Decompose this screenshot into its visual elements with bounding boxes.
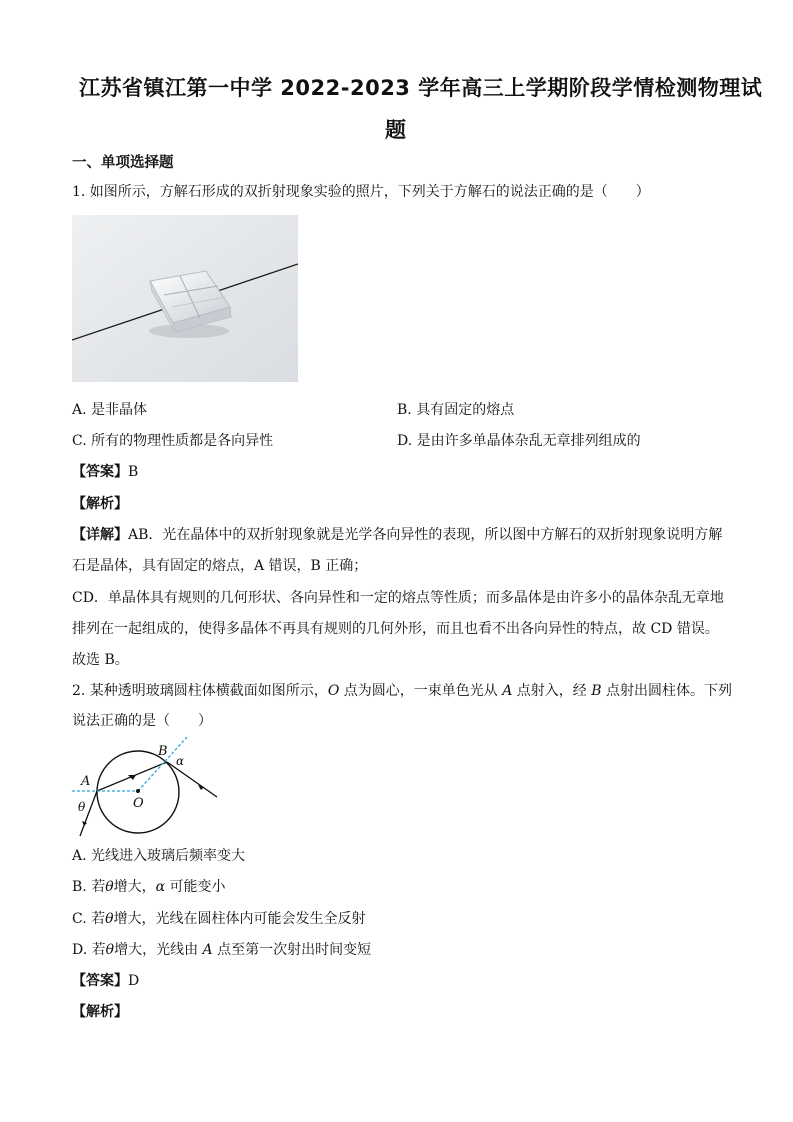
q2-option-d: [72, 940, 371, 960]
stem-symbol-o: O: [327, 683, 340, 699]
symbol-a: A: [202, 942, 213, 958]
q1-option-a: A. 是非晶体: [72, 402, 148, 418]
point-a-label: A: [81, 774, 91, 789]
q2-option-b: [72, 877, 226, 897]
answer-value: D: [128, 973, 140, 989]
option-text: 增大，光线由: [114, 942, 203, 958]
q2-option-c: [72, 909, 366, 929]
option-text: C. 若: [72, 911, 106, 927]
point-o-label: O: [133, 796, 144, 811]
calcite-photo: [72, 215, 298, 382]
q1-detail-line-4: 排列在一起组成的，使得多晶体不再具有规则的几何外形，而且也看不出各向异性的特点，故 CD 错误。: [72, 621, 719, 637]
answer-tag: 【答案】: [72, 464, 128, 480]
question-2-stem: [72, 681, 732, 701]
question-1-stem: 1. 如图所示，方解石形成的双折射现象实验的照片，下列关于方解石的说法正确的是（ ）: [72, 184, 650, 200]
symbol-alpha: α: [155, 879, 166, 895]
stem-symbol-a: A: [502, 683, 513, 699]
symbol-theta: θ: [105, 879, 114, 895]
q1-conclusion: 故选 B。: [72, 652, 129, 668]
q1-analysis-tag: 【解析】: [72, 496, 128, 512]
q1-detail-line-3: CD．单晶体具有规则的几何形状、各向异性和一定的熔点等性质；而多晶体是由许多小的晶体杂乱无章地: [72, 590, 724, 606]
q1-answer: [72, 462, 138, 482]
option-text: 增大，光线在圆柱体内可能会发生全反射: [113, 911, 366, 927]
detail-text: AB．光在晶体中的双折射现象就是光学各向异性的表现，所以图中方解石的双折射现象说明方解: [128, 527, 723, 543]
incident-arrow: [82, 821, 87, 826]
q1-option-b: B. 具有固定的熔点: [397, 402, 515, 418]
option-text: D. 若: [72, 942, 106, 958]
stem-text: 2. 某种透明玻璃圆柱体横截面如图所示，: [72, 683, 328, 699]
answer-value: B: [128, 464, 139, 480]
emergent-ray: [167, 762, 217, 797]
option-text: 可能变小: [165, 879, 226, 895]
q1-option-c: C. 所有的物理性质都是各向异性: [72, 433, 274, 449]
option-text: 点至第一次射出时间变短: [212, 942, 372, 958]
glass-cylinder-diagram: [72, 735, 222, 840]
point-b-label: B: [158, 744, 168, 759]
stem-text: 点射入，经: [512, 683, 592, 699]
stem-text: 点为圆心，一束单色光从: [339, 683, 503, 699]
page-title-continued: 题: [385, 118, 407, 142]
q1-detail-line-1: [72, 525, 722, 545]
page-title: 江苏省镇江第一中学 2022-2023 学年高三上学期阶段学情检测物理试: [79, 76, 763, 100]
answer-tag: 【答案】: [72, 973, 128, 989]
stem-text: 点射出圆柱体。下列: [601, 683, 732, 699]
question-2-stem-line-2: 说法正确的是（ ）: [72, 713, 212, 729]
symbol-theta: θ: [105, 911, 114, 927]
option-text: B. 若: [72, 879, 106, 895]
angle-alpha-label: α: [176, 754, 185, 768]
detail-tag: 【详解】: [72, 527, 128, 543]
q1-detail-line-2: 石是晶体，具有固定的熔点，A 错误，B 正确；: [72, 558, 368, 574]
q1-option-d: D. 是由许多单晶体杂乱无章排列组成的: [397, 433, 641, 449]
q2-option-a: A. 光线进入玻璃后频率变大: [72, 848, 246, 864]
q2-answer: [72, 971, 139, 991]
q2-analysis-tag: 【解析】: [72, 1004, 128, 1020]
symbol-theta: θ: [105, 942, 115, 958]
option-text: 增大，: [113, 879, 156, 895]
angle-theta-label: θ: [78, 800, 86, 814]
center-point: [136, 789, 140, 793]
section-heading: 一、单项选择题: [72, 155, 174, 171]
stem-symbol-b: B: [591, 683, 602, 699]
